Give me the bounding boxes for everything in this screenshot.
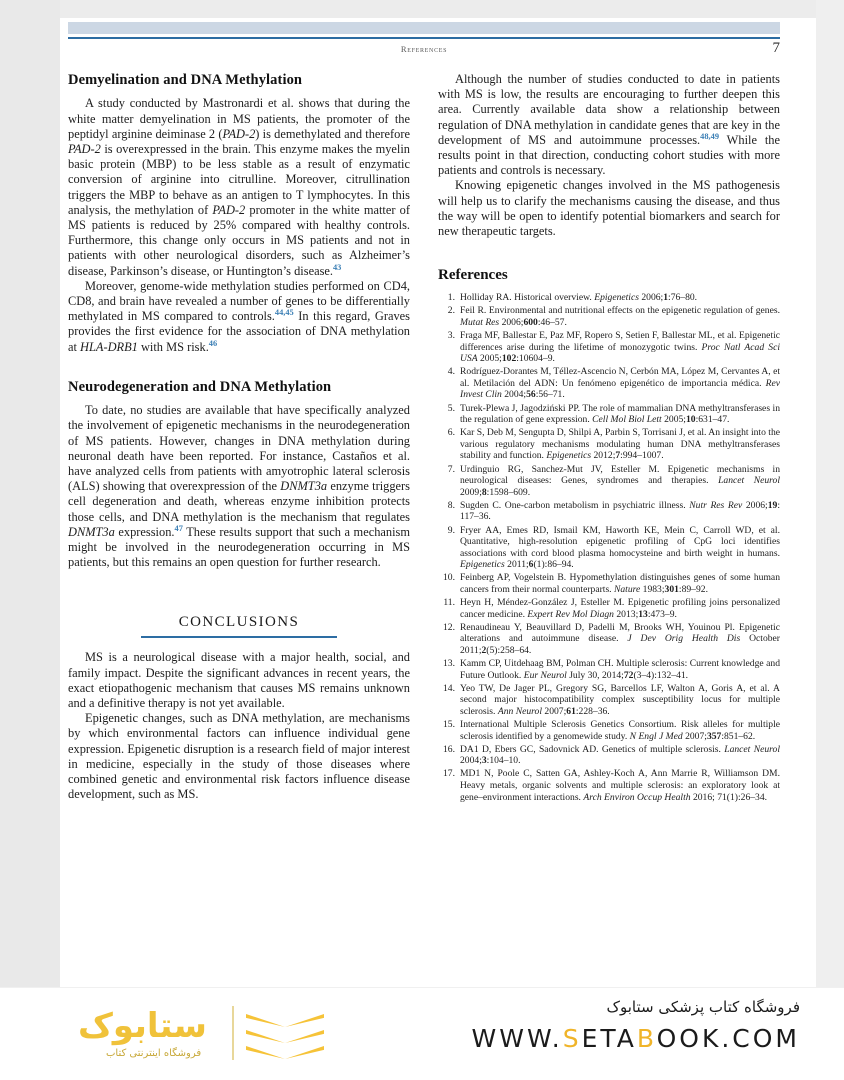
italic-gene-dnmt3a-a: DNMT3a xyxy=(280,479,328,494)
reference-item xyxy=(438,658,780,681)
logo-subtitle: فروشگاه اینترنتی کتاب xyxy=(106,1048,202,1059)
reference-number: 1. xyxy=(447,292,455,304)
paragraph-neurodegeneration-1 xyxy=(68,403,410,570)
reference-text: :851–62. xyxy=(721,730,756,742)
reference-number: 9. xyxy=(447,524,455,536)
reference-text: :473–9. xyxy=(647,608,677,620)
paragraph-right-1 xyxy=(438,72,780,178)
reference-text: :10604–9. xyxy=(516,353,555,365)
citation-superscript-46[interactable]: 46 xyxy=(208,338,218,348)
reference-number: 3. xyxy=(447,330,455,342)
reference-number: 17. xyxy=(443,768,455,780)
reference-journal: N Engl J Med xyxy=(629,730,683,742)
reference-item xyxy=(438,292,780,304)
reference-item xyxy=(438,572,780,595)
footer-watermark xyxy=(0,987,844,1080)
italic-gene-pad2-b: PAD-2 xyxy=(68,142,101,156)
citation-superscript-43[interactable]: 43 xyxy=(332,262,342,272)
reference-journal: Expert Rev Mol Diagn xyxy=(527,608,614,620)
reference-item xyxy=(438,622,780,657)
reference-volume: 13 xyxy=(638,608,648,620)
reference-text: Yeo TW, De Jager PL, Gregory SG, Barcellos LF, Walton A, Goris A, et al. A second major histocompatibility complex susceptibility locus for multiple sclerosis. xyxy=(460,682,780,717)
reference-item xyxy=(438,719,780,742)
reference-text: 2005; xyxy=(477,353,502,365)
reference-text: Fraga MF, Ballestar E, Paz MF, Ropero S, Setien F, Ballestar ML, et al. Epigenetic differences arise during the lifetime of monozygotic twins. xyxy=(460,330,780,353)
logo-divider xyxy=(232,1006,234,1060)
reference-volume: 102 xyxy=(501,353,517,365)
reference-text: (3–4):132–41. xyxy=(633,669,689,681)
reference-item xyxy=(438,500,780,523)
reference-volume: 301 xyxy=(664,583,679,595)
text-run: with MS risk. xyxy=(137,339,209,354)
site-url[interactable] xyxy=(380,1024,800,1053)
reference-journal: Nature xyxy=(613,583,641,595)
reference-volume: 19 xyxy=(767,499,778,511)
text-run: ) is demethylated and therefore xyxy=(255,126,410,141)
italic-gene-hla-drb1: HLA-DRB1 xyxy=(80,339,138,354)
text-run: While the results point in that direction, conducting cohort studies with more patients and controls is necessary. xyxy=(438,132,780,178)
reference-number: 16. xyxy=(443,743,455,755)
text-run: To date, no studies are available that have specifically analyzed the involvement of epigenetic mechanisms in the neurodegeneration of MS patients. However, changes in DNA methylation during neuronal death have been reported. For instance, Castaños et al. have analyzed cells from patients with amyotrophic lateral sclerosis (ALS) showing that overexpression of the xyxy=(68,403,410,494)
reference-text: :228–36. xyxy=(575,705,610,717)
reference-volume: 3 xyxy=(481,755,487,767)
reference-number: 12. xyxy=(443,621,455,633)
reference-volume: 56 xyxy=(526,389,536,401)
reference-text: Kar S, Deb M, Sengupta D, Shilpi A, Parbin S, Torrisani J, et al. An insight into the various regulatory mechanisms modulating human DNA methyltransferases stability and function. xyxy=(460,427,780,462)
reference-text: Sugden C. One-carbon metabolism in psychiatric illness. xyxy=(460,499,690,511)
reference-text: 2004; xyxy=(501,389,527,401)
reference-journal: Ann Neurol xyxy=(497,705,542,717)
reference-number: 14. xyxy=(443,682,455,694)
reference-text: (1):86–94. xyxy=(533,559,574,571)
text-run: These results support that such a mechanism might be involved in the neurodegeneration occurring in MS patients, but this remains an open question for further research. xyxy=(68,524,410,570)
reference-item xyxy=(438,744,780,767)
reference-text: :89–92. xyxy=(678,583,708,595)
reference-journal: Epigenetics xyxy=(546,450,592,462)
reference-text: Kamm CP, Uitdehaag BM, Polman CH. Multiple sclerosis: Current knowledge and Future Outlook. xyxy=(460,658,780,681)
text-run: expression. xyxy=(114,524,175,539)
reference-text: October 2011; xyxy=(460,633,780,656)
reference-text: 2005; xyxy=(661,414,686,426)
reference-text: International Multiple Sclerosis Genetics Consortium. Risk alleles for multiple sclerosis identified by a genomewide study. xyxy=(460,719,780,742)
conclusions-rule xyxy=(141,636,337,638)
section-heading-demyelination: Demyelination and DNA Methylation xyxy=(68,72,303,88)
italic-gene-dnmt3a-b: DNMT3a xyxy=(68,524,115,539)
citation-superscript-47[interactable]: 47 xyxy=(174,523,183,533)
url-part-b: B xyxy=(636,1024,657,1053)
reference-number: 10. xyxy=(443,572,455,584)
reference-text: :631–47. xyxy=(695,414,730,426)
reference-number: 8. xyxy=(447,499,455,511)
reference-volume: 600 xyxy=(523,316,538,328)
reference-volume: 2 xyxy=(481,644,487,656)
body-columns xyxy=(68,72,780,987)
site-tagline-fa: فروشگاه کتاب پزشکی ستابوک xyxy=(606,998,800,1016)
reference-text: 2012; xyxy=(591,450,616,462)
url-part-ook-com: OOK.COM xyxy=(656,1024,800,1053)
reference-text: : 117–36. xyxy=(460,499,780,523)
scan-edge-top xyxy=(0,0,844,18)
reference-number: 2. xyxy=(447,305,455,317)
url-part-s: S xyxy=(562,1024,582,1053)
reference-text: 2011; xyxy=(504,559,529,571)
reference-volume: 357 xyxy=(706,730,722,742)
setabook-logo[interactable] xyxy=(78,1000,348,1068)
reference-item xyxy=(438,305,780,328)
reference-text: 2013; xyxy=(613,608,639,620)
reference-journal: Lancet Neurol xyxy=(718,475,780,487)
reference-journal: Eur Neurol xyxy=(523,669,567,681)
url-part-eta: ETA xyxy=(581,1024,637,1053)
reference-number: 13. xyxy=(443,658,455,670)
reference-text: :76–80. xyxy=(668,292,698,304)
reference-item xyxy=(438,768,780,803)
reference-journal: Epigenetics xyxy=(460,559,505,571)
reference-text: Rodríguez-Dorantes M, Téllez-Ascencio N, Cerbón MA, López M, Cervantes A, et al. Metilación del ADN: Un fenómeno epigenético de importancia médica. xyxy=(460,366,780,389)
reference-journal: Rev Invest Clin xyxy=(460,377,780,401)
citation-superscript-48-49[interactable]: 48,49 xyxy=(700,131,719,141)
reference-text: (5):258–64. xyxy=(486,644,532,656)
reference-text: 2004; xyxy=(460,755,482,767)
running-header-title: References xyxy=(400,44,448,54)
reference-item xyxy=(438,403,780,426)
reference-text: DA1 D, Ebers GC, Sadovnick AD. Genetics of multiple sclerosis. xyxy=(460,743,725,755)
reference-item xyxy=(438,525,780,571)
reference-volume: 1 xyxy=(663,292,669,304)
reference-text: 2016; 71(1):26–34. xyxy=(690,791,768,803)
chevron-down-icon xyxy=(246,1046,324,1059)
references-heading: References xyxy=(438,267,508,284)
conclusions-title: CONCLUSIONS xyxy=(178,614,300,631)
italic-gene-pad2-a: PAD-2 xyxy=(222,126,256,141)
reference-journal: Proc Natl Acad Sci USA xyxy=(460,341,781,365)
paragraph-demyelination-1 xyxy=(68,96,410,278)
reference-text: 1983; xyxy=(640,583,665,595)
paragraph-right-2: Knowing epigenetic changes involved in the MS pathogenesis will help us to clarify the mechanisms causing the disease, and thus the way will be open to identify potential biomarkers and search for new therapeutic targets. xyxy=(438,178,780,239)
reference-number: 4. xyxy=(447,366,455,378)
chevron-down-icon xyxy=(246,1014,324,1027)
text-run: promoter in the white matter of MS patients is reduced by 25% compared with healthy controls. Furthermore, this change only occurs in MS patients and not in patients with other neurological disorders, such as Alzheimer’s disease, Parkinson’s disease, or Huntington’s disease. xyxy=(68,202,411,278)
reference-text: Feinberg AP, Vogelstein B. Hypomethylation distinguishes genes of some human cancers from their normal counterparts. xyxy=(460,572,780,595)
reference-text: :994–1007. xyxy=(620,450,664,462)
text-run: Although the number of studies conducted to date in patients with MS is low, the results are encouraging to further deepen this area. Currently available data show a relationship between regulation of DNA methylation in candidate genes that are key in the development of MS and autoimmune processes. xyxy=(438,72,780,147)
reference-journal: Arch Environ Occup Health xyxy=(583,791,691,803)
reference-text: MD1 N, Poole C, Satten GA, Ashley-Koch A, Ann Marrie R, Williamson DM. Heavy metals, organic solvents and multiple sclerosis: an exploratory look at gene–environment interactions. xyxy=(460,768,780,803)
reference-volume: 7 xyxy=(615,450,621,462)
reference-text: Holliday RA. Historical overview. xyxy=(460,292,595,304)
reference-journal: Epigenetics xyxy=(594,292,639,304)
reference-text: :104–10. xyxy=(486,755,521,767)
reference-number: 11. xyxy=(443,597,455,609)
reference-text: 2007; xyxy=(542,705,567,717)
paragraph-demyelination-2 xyxy=(68,279,410,355)
reference-text: :1598–609. xyxy=(486,486,531,498)
text-run: A study conducted by Mastronardi et al. shows that during the white matter demyelination in MS patients, the promoter of the peptidyl arginine deiminase 2 ( xyxy=(68,96,410,141)
reference-text: Feil R. Environmental and nutritional effects on the epigenetic regulation of genes. xyxy=(460,305,780,317)
reference-text: Urdinguio RG, Sanchez-Mut JV, Esteller M. Epigenetic mechanisms in neurological diseases: Genes, syndromes and therapies. xyxy=(460,463,780,487)
scan-edge-right xyxy=(816,0,844,1000)
reference-volume: 10 xyxy=(685,414,696,426)
reference-item xyxy=(438,597,780,620)
reference-text: 2007; xyxy=(682,730,707,742)
page-number: 7 xyxy=(772,40,780,56)
reference-volume: 72 xyxy=(623,669,634,681)
reference-text: 2009; xyxy=(460,486,482,498)
text-run: is overexpressed in the brain. This enzyme makes the myelin basic protein (MBP) to be less stable as a result of enzymatic conversion of arginine into citrulline. Moreover, citrullination triggers the MBP to behave as an antigen to T lymphocytes. In this analysis, the methylation of xyxy=(68,142,410,217)
reference-journal: Lancet Neurol xyxy=(724,743,780,755)
paragraph-conclusions-1: MS is a neurological disease with a major health, social, and family impact. Despite the significant advances in recent years, the exact etiopathogenic mechanism that causes MS remains unknown and a definitive therapy is not yet available. xyxy=(68,650,410,711)
reference-text: Heyn H, Méndez-González J, Esteller M. Epigenetic profiling joins personalized cancer medicine. xyxy=(460,597,780,620)
reference-text: :56–71. xyxy=(535,389,565,401)
header-rule xyxy=(68,37,780,39)
reference-journal: J Dev Orig Health Dis xyxy=(627,633,741,645)
header-color-band xyxy=(68,22,780,34)
reference-text: :46–57. xyxy=(537,316,567,328)
reference-item xyxy=(438,464,780,499)
reference-item xyxy=(438,683,780,718)
reference-text: July 30, 2014; xyxy=(566,669,624,681)
text-run: Moreover, genome-wide methylation studies performed on CD4, CD8, and brain have revealed a number of genes to be differentially methylated in MS compared to controls. xyxy=(68,278,410,324)
reference-text: 2006; xyxy=(638,292,664,304)
reference-number: 6. xyxy=(447,427,455,439)
reference-text: 2006; xyxy=(742,499,768,511)
reference-text: Turek-Plewa J, Jagodziński PP. The role of mammalian DNA methyltransferases in the regulation of gene expression. xyxy=(460,402,780,426)
url-part-www: WWW. xyxy=(471,1024,563,1053)
reference-text: 2006; xyxy=(499,316,524,328)
reference-number: 15. xyxy=(443,719,455,731)
reference-item xyxy=(438,366,780,401)
scan-edge-left xyxy=(0,0,60,1000)
reference-item xyxy=(438,427,780,462)
left-column xyxy=(68,72,410,987)
logo-wordmark: ستابوک xyxy=(78,1006,207,1046)
reference-journal: Mutat Res xyxy=(460,316,500,328)
reference-journal: Nutr Res Rev xyxy=(689,499,743,511)
reference-journal: Cell Mol Biol Lett xyxy=(592,414,662,426)
reference-volume: 6 xyxy=(528,559,534,571)
running-header xyxy=(68,40,780,62)
text-run: enzyme triggers cell degeneration and death, whereas enzyme inhibition protects those cells, and DNA methylation is the mechanism that regulates xyxy=(68,479,410,524)
references-list xyxy=(438,292,780,803)
site-info xyxy=(380,998,800,1053)
reference-volume: 61 xyxy=(566,705,576,717)
reference-text: Renaudineau Y, Beauvillard D, Padelli M, Brooks WH, Youinou Pl. Epigenetic alterations and autoimmune disease. xyxy=(460,621,780,645)
conclusions-header-block xyxy=(68,614,410,638)
right-column xyxy=(438,72,780,987)
paragraph-conclusions-2: Epigenetic changes, such as DNA methylation, are mechanisms by which environmental factors can influence individual gene expression. Epigenetic disruption is a research field of major interest in medicine, especially in the study of those diseases where combined genetic and environmental risk factors influence disease development, such as MS. xyxy=(68,711,410,802)
italic-gene-pad2-c: PAD-2 xyxy=(212,202,246,217)
citation-superscript-44-45[interactable]: 44,45 xyxy=(274,308,294,318)
reference-number: 7. xyxy=(447,463,455,475)
reference-text: Fryer AA, Emes RD, Ismail KM, Haworth KE, Mein C, Carroll WD, et al. Quantitative, high-resolution epigenetic profiling of CpG loci identifies associations with cord blood plasma homocysteine and birth weight in humans. xyxy=(460,524,780,559)
reference-number: 5. xyxy=(447,402,455,414)
reference-volume: 8 xyxy=(481,486,487,498)
section-heading-neurodegeneration: Neurodegeneration and DNA Methylation xyxy=(68,378,332,395)
text-run: In this regard, Graves provides the first evidence for the association of DNA methylation at xyxy=(68,309,410,354)
reference-item xyxy=(438,330,780,365)
chevron-down-icon xyxy=(246,1030,324,1043)
